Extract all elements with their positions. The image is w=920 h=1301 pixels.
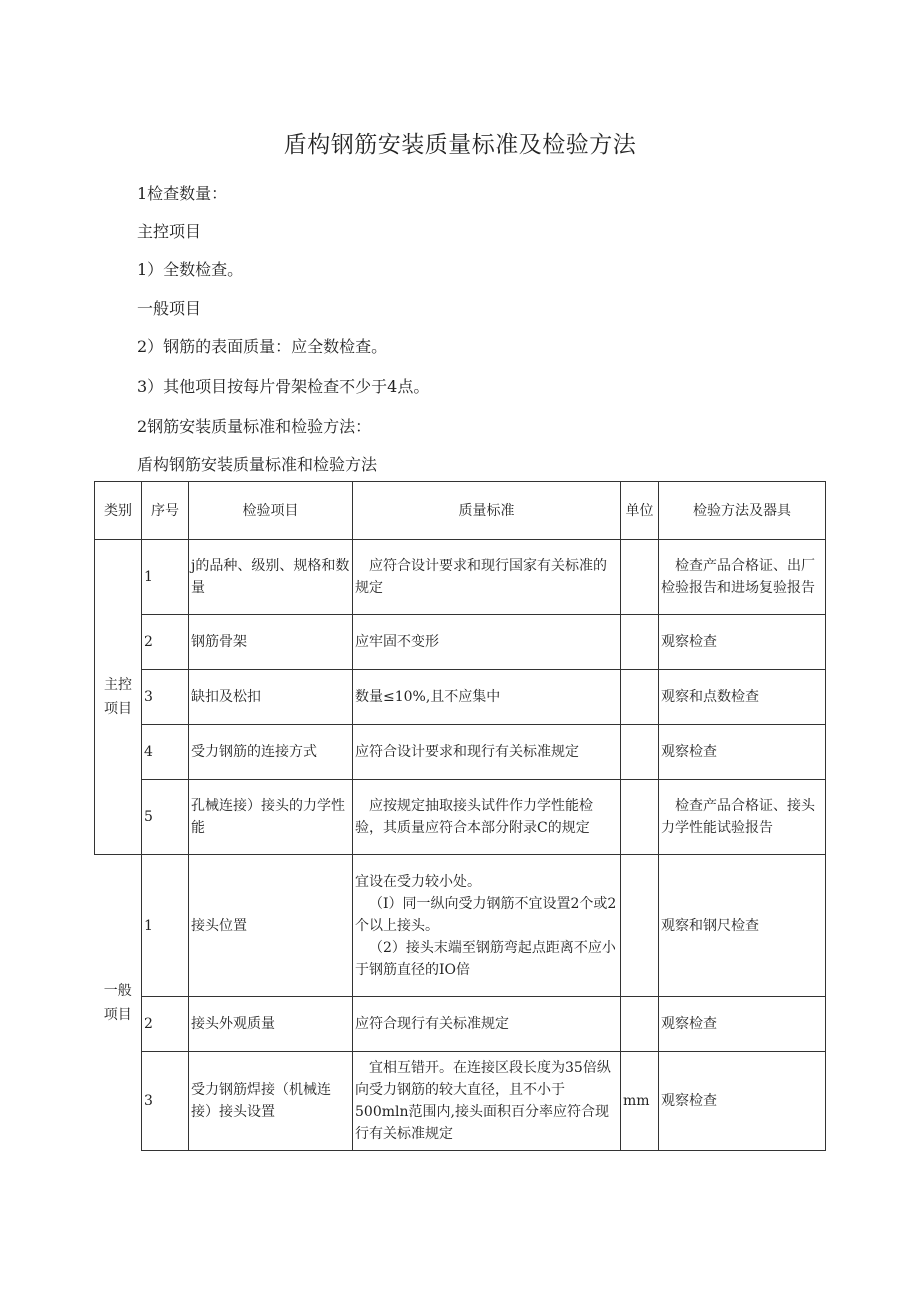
row-standard [353, 855, 621, 997]
row-unit [621, 615, 659, 670]
table-row [95, 780, 826, 855]
document-title: 盾构钢筋安装质量标准及检验方法 [283, 132, 637, 158]
row-item: 孔械连接）接头的力学性能 [189, 780, 353, 855]
paragraph-general-items: 一般项目 [137, 299, 202, 318]
paragraph-inspection-quantity: 1检查数量： [137, 184, 228, 203]
row-unit [621, 670, 659, 725]
paragraph-standard-method: 2钢筋安装质量标准和检验方法： [137, 417, 372, 436]
row-method: 观察检查 [659, 997, 826, 1052]
row-method: 观察检查 [659, 1052, 826, 1151]
row-number: 5 [142, 780, 189, 855]
header-unit: 单位 [621, 482, 659, 540]
table-row [95, 725, 826, 780]
row-standard: 数量≤10%,且不应集中 [353, 670, 621, 725]
row-standard: 应符合设计要求和现行国家有关标准的规定 [353, 540, 621, 615]
row-item: 接头位置 [189, 855, 353, 997]
standard-line: （2）接头末端至钢筋弯起点距离不应小于钢筋直径的IO倍 [355, 939, 616, 978]
table-row [95, 997, 826, 1052]
header-method: 检验方法及器具 [659, 482, 826, 540]
paragraph-surface-quality: 2）钢筋的表面质量：应全数检查。 [137, 337, 388, 356]
row-number: 2 [142, 615, 189, 670]
row-item: 钢筋骨架 [189, 615, 353, 670]
row-number: 4 [142, 725, 189, 780]
row-unit [621, 725, 659, 780]
row-unit [621, 540, 659, 615]
paragraph-full-inspection: 1）全数检查。 [137, 260, 244, 279]
row-item: 接头外观质量 [189, 997, 353, 1052]
row-unit [621, 997, 659, 1052]
row-method: 观察检查 [659, 615, 826, 670]
category-label: 主控项目 [104, 677, 132, 717]
standard-line: （I）同一纵向受力钢筋不宜设置2个或2个以上接头。 [355, 895, 617, 934]
table-header-row [95, 482, 826, 540]
row-standard: 应符合现行有关标准规定 [353, 997, 621, 1052]
paragraph-other-items: 3）其他项目按每片骨架检查不少于4点。 [137, 377, 430, 396]
category-label: 一般项目 [103, 982, 132, 1023]
category-main-control [95, 540, 142, 855]
table-row [95, 1052, 826, 1151]
row-item: 受力钢筋焊接（机械连接）接头设置 [189, 1052, 353, 1151]
row-unit [621, 780, 659, 855]
header-category: 类别 [95, 482, 142, 540]
row-method: 检查产品合格证、接头力学性能试验报告 [659, 780, 826, 855]
standard-line: 宜设在受力较小处。 [355, 873, 481, 890]
row-item: 受力钢筋的连接方式 [189, 725, 353, 780]
row-method: 观察检查 [659, 725, 826, 780]
row-number: 2 [142, 997, 189, 1052]
row-number: 1 [142, 540, 189, 615]
row-standard: 应符合设计要求和现行有关标准规定 [353, 725, 621, 780]
row-standard: 宜相互错开。在连接区段长度为35倍纵向受力钢筋的较大直径，且不小于500mln范围内,接头面积百分率应符合现行有关标准规定 [353, 1052, 621, 1151]
row-standard: 应牢固不变形 [353, 615, 621, 670]
row-number: 3 [142, 1052, 189, 1151]
paragraph-main-control: 主控项目 [137, 222, 202, 241]
row-item: j的品种、级别、规格和数量 [189, 540, 353, 615]
row-item: 缺扣及松扣 [189, 670, 353, 725]
header-standard: 质量标准 [353, 482, 621, 540]
row-number: 1 [142, 855, 189, 997]
table-row [95, 615, 826, 670]
row-unit: mm [621, 1052, 659, 1151]
quality-standard-table [94, 481, 826, 1151]
header-item: 检验项目 [189, 482, 353, 540]
table-row [95, 670, 826, 725]
table-row [95, 540, 826, 615]
row-method: 观察和点数检查 [659, 670, 826, 725]
row-method: 检查产品合格证、出厂检验报告和进场复验报告 [659, 540, 826, 615]
table-caption: 盾构钢筋安装质量标准和检验方法 [137, 455, 378, 474]
table-row [95, 855, 826, 997]
row-standard: 应按规定抽取接头试件作力学性能检验，其质量应符合本部分附录C的规定 [353, 780, 621, 855]
row-method: 观察和钢尺检查 [659, 855, 826, 997]
row-number: 3 [142, 670, 189, 725]
row-unit [621, 855, 659, 997]
category-general [95, 855, 142, 1151]
header-number: 序号 [142, 482, 189, 540]
